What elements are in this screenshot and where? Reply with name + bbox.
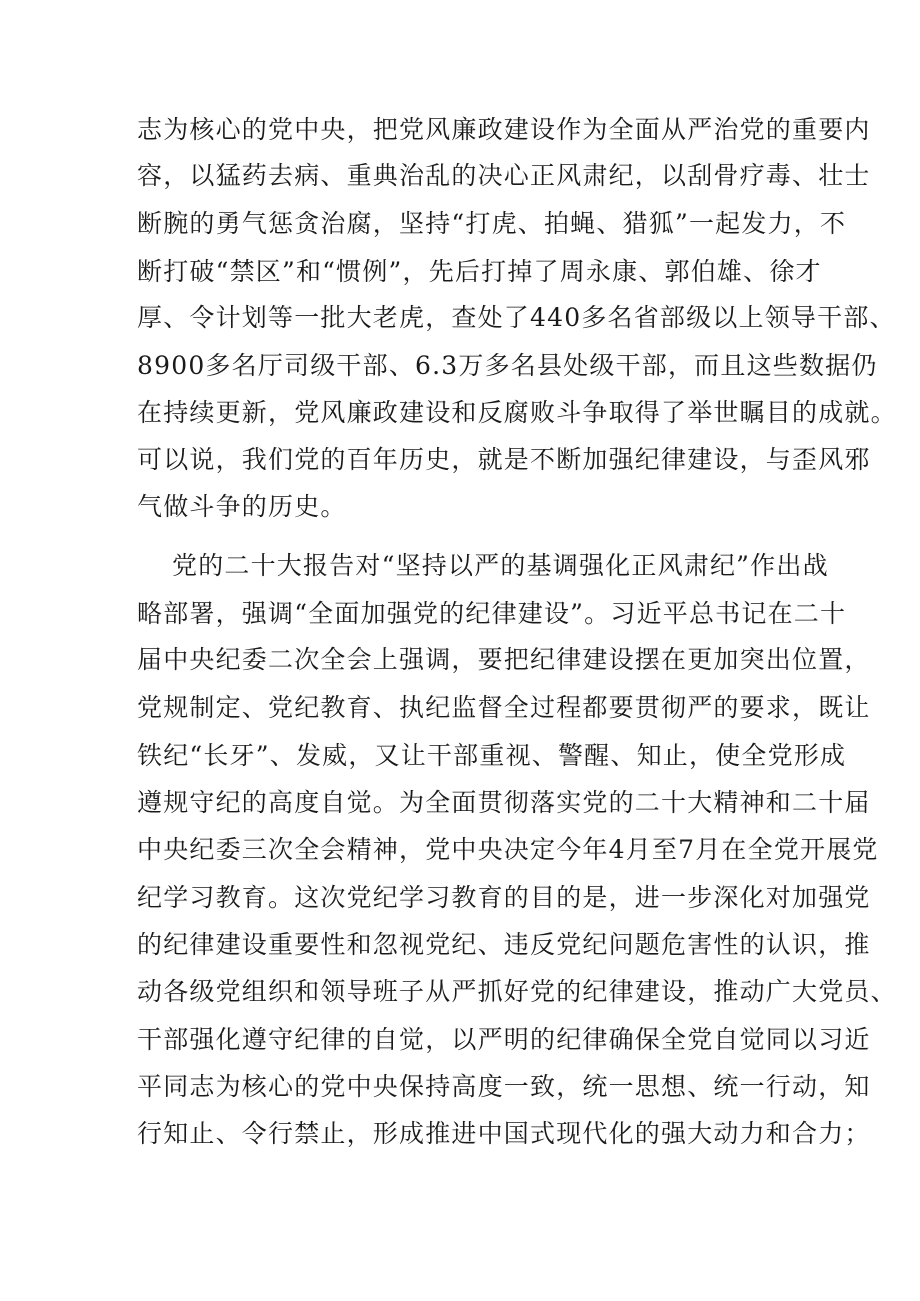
text-line: 在持续更新，党风廉政建设和反腐败斗争取得了举世瞩目的成就。: [137, 398, 897, 427]
text-line: 断打破“禁区”和“惯例”，先后打掉了周永康、郭伯雄、徐才: [137, 257, 822, 286]
paragraph-first-line: 党的二十大报告对“坚持以严的基调强化正风肃纪”作出战: [172, 551, 829, 580]
text-line: 届中央纪委二次全会上强调，要把纪律建设摆在更加突出位置，: [137, 645, 871, 674]
text-line: 行知止、令行禁止，形成推进中国式现代化的强大动力和合力；: [137, 1119, 871, 1148]
text-line: 铁纪“长牙”、发威，又让干部重视、警醒、知止，使全党形成: [137, 741, 847, 770]
text-line: 党规制定、党纪教育、执纪监督全过程都要贯彻严的要求，既让: [137, 693, 871, 722]
text-line: 遵规守纪的高度自觉。为全面贯彻落实党的二十大精神和二十届: [137, 788, 871, 817]
text-line: 厚、令计划等一批大老虎，查处了440多名省部级以上领导干部、: [137, 303, 896, 332]
text-line: 干部强化遵守纪律的自觉，以严明的纪律确保全党自觉同以习近: [137, 1025, 871, 1054]
text-line: 动各级党组织和领导班子从严抓好党的纪律建设，推动广大党员、: [137, 977, 897, 1006]
text-line: 容，以猛药去病、重典治乱的决心正风肃纪，以刮骨疗毒、壮士: [137, 161, 871, 190]
text-line: 可以说，我们党的百年历史，就是不断加强纪律建设，与歪风邪: [137, 445, 871, 474]
text-line: 志为核心的党中央，把党风廉政建设作为全面从严治党的重要内: [137, 115, 871, 144]
text-line: 气做斗争的历史。: [137, 492, 347, 521]
text-line: 中央纪委三次全会精神，党中央决定今年4月至7月在全党开展党: [137, 835, 879, 864]
text-line: 纪学习教育。这次党纪学习教育的目的是，进一步深化对加强党: [137, 883, 871, 912]
text-line: 8900多名厅司级干部、6.3万多名县处级干部，而且这些数据仍: [137, 351, 878, 380]
text-line: 断腕的勇气惩贪治腐，坚持“打虎、拍蝇、猎狐”一起发力，不: [137, 209, 847, 238]
text-line: 的纪律建设重要性和忽视党纪、违反党纪问题危害性的认识，推: [137, 930, 871, 959]
text-line: 平同志为核心的党中央保持高度一致，统一思想、统一行动，知: [137, 1072, 871, 1101]
text-line: 略部署，强调“全面加强党的纪律建设”。习近平总书记在二十: [137, 599, 847, 628]
